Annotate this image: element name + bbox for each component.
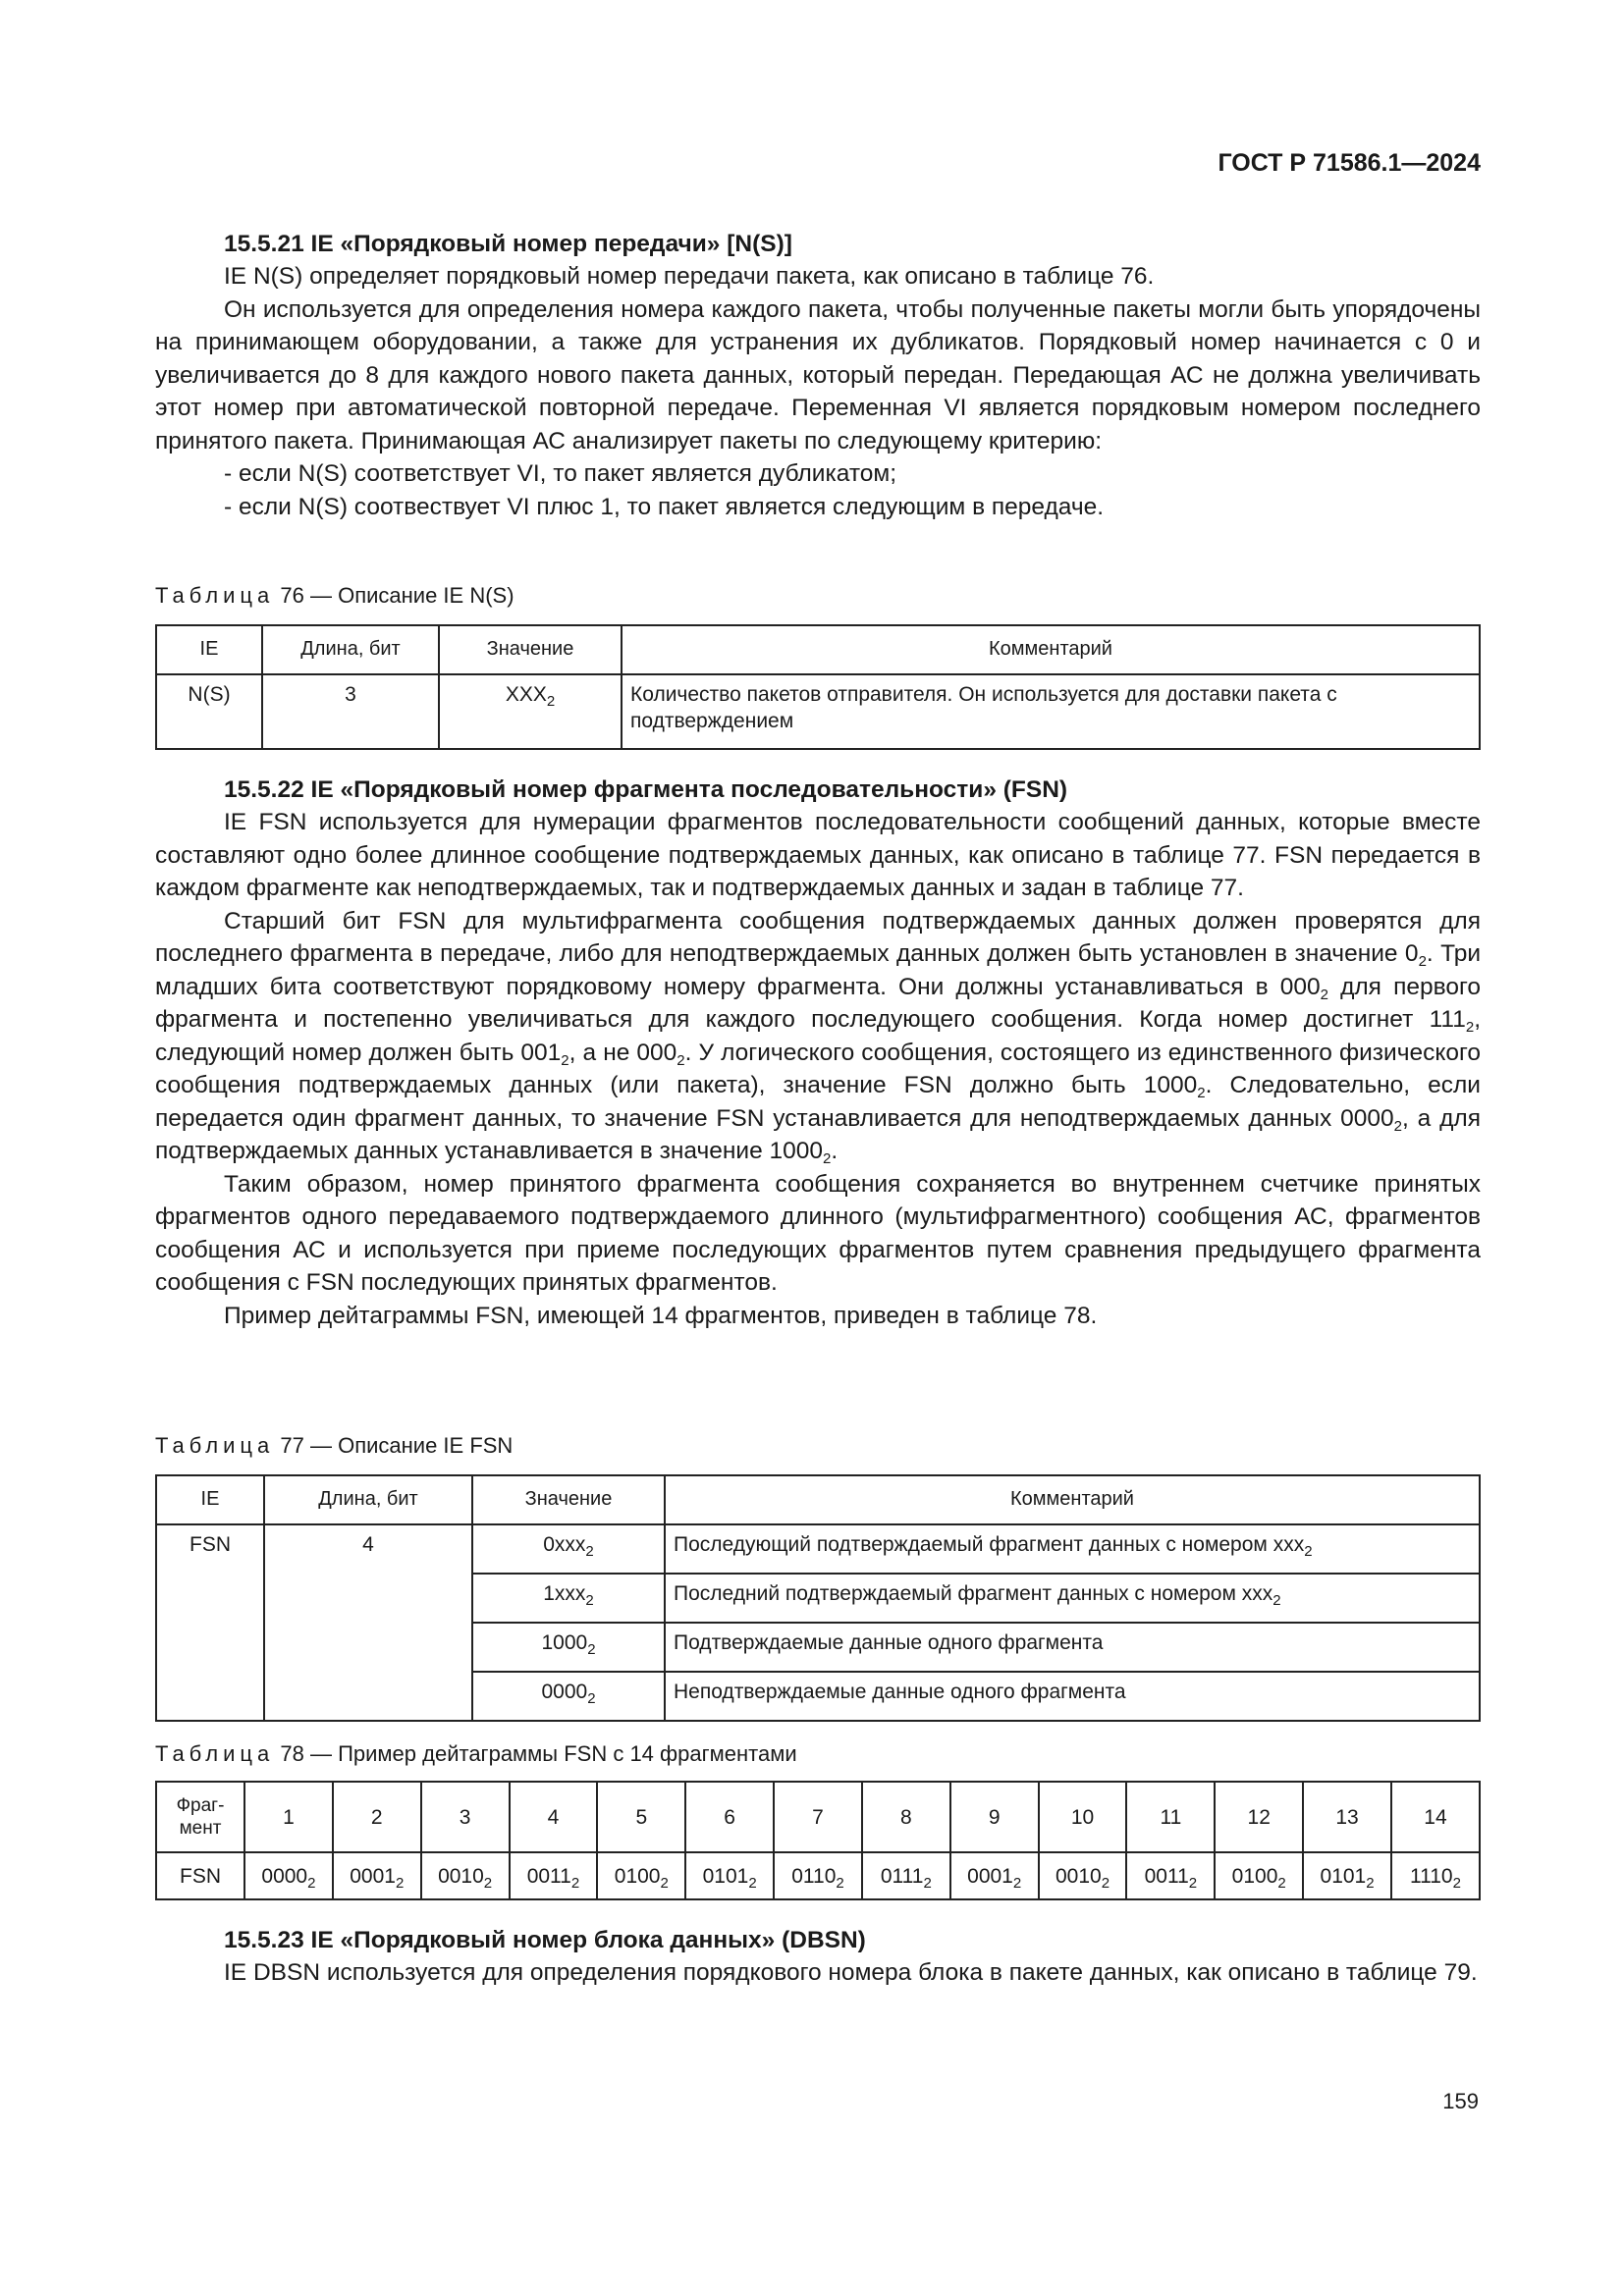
col-header-comment: Комментарий — [665, 1475, 1480, 1524]
table-77 — [155, 1474, 1481, 1722]
fragment-number-cell: 14 — [1391, 1782, 1480, 1852]
caption-text: 76 — Описание IE N(S) — [280, 583, 514, 608]
list-item: - если N(S) соотвествует VI плюс 1, то пакет является следующим в передаче. — [224, 493, 1105, 520]
fragment-number-cell: 12 — [1215, 1782, 1303, 1852]
fragment-number-cell: 2 — [333, 1782, 421, 1852]
fragment-number-cell: 6 — [685, 1782, 774, 1852]
col-header-length: Длина, бит — [264, 1475, 472, 1524]
cell-comment: Последний подтверждаемый фрагмент данных с номером xxx$_2$ — [665, 1574, 1480, 1623]
cell-value: $0000_2$ — [472, 1672, 665, 1721]
fragment-number-cell: 4 — [510, 1782, 598, 1852]
caption-label: Таблица — [155, 1741, 275, 1766]
table-78 — [155, 1781, 1481, 1900]
fsn-value-cell: $0011_2$ — [1126, 1852, 1215, 1899]
fsn-value-cell: $0100_2$ — [1215, 1852, 1303, 1899]
fragment-number-cell: 7 — [774, 1782, 862, 1852]
table-row — [156, 674, 1480, 749]
col-header-ie: IE — [156, 1475, 264, 1524]
fsn-value-cell: $0001_2$ — [333, 1852, 421, 1899]
fsn-value-cell: $0011_2$ — [510, 1852, 598, 1899]
fsn-value-cell: $0001_2$ — [950, 1852, 1039, 1899]
table-76-caption — [155, 579, 1481, 613]
cell-value: 0xxx$_2$ — [472, 1524, 665, 1574]
fragment-number-cell: 10 — [1039, 1782, 1127, 1852]
cell-length: 3 — [262, 674, 439, 749]
fragment-number-cell: 8 — [862, 1782, 950, 1852]
paragraph: IE N(S) определяет порядковый номер передачи пакета, как описано в таблице 76. — [224, 263, 1155, 290]
cell-value: 1xxx$_2$ — [472, 1574, 665, 1623]
paragraph: Он используется для определения номера каждого пакета, чтобы полученные пакеты могли быть упорядочены на принимающем оборудовании, а также для устранения их дубликатов. Порядковый номер начинается с 0 и увеличивается до 8 для каждого нового пакета данных, который передан. Передающая АС не должна увеличивать этот номер при автоматической повторной передаче. Переменная VI является порядковым номером последнего принятого пакета. Принимающая АС анализирует пакеты по следующему критерию: — [155, 295, 1481, 454]
section-title: 15.5.21 IE «Порядковый номер передачи» [N(S)] — [224, 231, 792, 257]
section-title: 15.5.22 IE «Порядковый номер фрагмента последовательности» (FSN) — [224, 776, 1068, 803]
fragment-number-cell: 9 — [950, 1782, 1039, 1852]
fsn-value-cell: $0100_2$ — [597, 1852, 685, 1899]
section-15-5-23 — [155, 1924, 1481, 1990]
fragment-number-cell: 13 — [1303, 1782, 1391, 1852]
paragraph: IE FSN используется для нумерации фрагментов последовательности сообщений данных, которые вместе составляют одно более длинное сообщение подтверждаемых данных, как описано в таблице 77. FSN передается в каждом фрагменте как неподтверждаемых, так и подтверждаемых данных и задан в таблице 77. — [155, 809, 1481, 901]
col-header-ie: IE — [156, 625, 262, 674]
cell-comment: Подтверждаемые данные одного фрагмента — [665, 1623, 1480, 1672]
cell-value: $1000_2$ — [472, 1623, 665, 1672]
col-header-value: Значение — [439, 625, 622, 674]
row-header-fsn: FSN — [156, 1852, 244, 1899]
row-header-fragment: Фраг-мент — [156, 1782, 244, 1852]
fragment-number-cell: 11 — [1126, 1782, 1215, 1852]
paragraph: IE DBSN используется для определения порядкового номера блока в пакете данных, как описано в таблице 79. — [224, 1959, 1478, 1986]
section-15-5-22 — [155, 774, 1481, 1332]
fsn-value-cell: $0000_2$ — [244, 1852, 333, 1899]
fragment-number-cell: 3 — [421, 1782, 510, 1852]
fsn-value-cell: $1110_2$ — [1391, 1852, 1480, 1899]
fragment-number-cell: 1 — [244, 1782, 333, 1852]
fsn-value-cell: $0110_2$ — [774, 1852, 862, 1899]
caption-text: 78 — Пример дейтаграммы FSN с 14 фрагментами — [280, 1741, 797, 1766]
cell-comment: Количество пакетов отправителя. Он используется для доставки пакета с подтверждением — [622, 674, 1480, 749]
paragraph: Таким образом, номер принятого фрагмента сообщения сохраняется во внутреннем счетчике принятых фрагментов одного передаваемого подтверждаемого длинного (мультифрагментного) сообщения АС, фрагментов сообщения АС и используется при приеме последующих фрагментов путем сравнения предыдущего фрагмента сообщения с FSN последующих принятых фрагментов. — [155, 1170, 1481, 1296]
cell-value: $XXX_2$ — [439, 674, 622, 749]
fragment-number-cell: 5 — [597, 1782, 685, 1852]
col-header-comment: Комментарий — [622, 625, 1480, 674]
caption-label: Таблица — [155, 1433, 275, 1458]
fsn-value-cell: $0010_2$ — [1039, 1852, 1127, 1899]
fsn-value-cell: $0111_2$ — [862, 1852, 950, 1899]
table-78-caption — [155, 1737, 1481, 1771]
fsn-value-cell: $0101_2$ — [685, 1852, 774, 1899]
paragraph: Старший бит FSN для мультифрагмента сообщения подтверждаемых данных должен проверятся для последнего фрагмента в передаче, либо для неподтверждаемых данных должен быть установлен в значение $0_2$. Три младших бита соответствуют порядковому номеру фрагмента. Они должны устанавливаться в $000_2$ для первого фрагмента и постепенно увеличиваться для каждого последующего сообщения. Когда номер достигнет $111_2$, следующий номер должен быть $001_2$, а не $000_2$. У логического сообщения, состоящего из единственного физического сообщения подтверждаемых данных (или пакета), значение FSN должно быть $1000_2$. Следовательно, если передается один фрагмент данных, то значение FSN устанавливается для неподтверждаемых данных $0000_2$, а для подтверждаемых данных устанавливается в значение $1000_2$. — [155, 907, 1481, 1167]
caption-text: 77 — Описание IE FSN — [280, 1433, 514, 1458]
section-title: 15.5.23 IE «Порядковый номер блока данных» (DBSN) — [224, 1927, 866, 1953]
table-77-caption — [155, 1429, 1481, 1463]
cell-ie: FSN — [156, 1524, 264, 1721]
cell-comment: Неподтверждаемые данные одного фрагмента — [665, 1672, 1480, 1721]
cell-comment: Последующий подтверждаемый фрагмент данных с номером xxx$_2$ — [665, 1524, 1480, 1574]
fsn-value-cell: $0101_2$ — [1303, 1852, 1391, 1899]
fsn-value-cell: $0010_2$ — [421, 1852, 510, 1899]
list-item: - если N(S) соответствует VI, то пакет является дубликатом; — [224, 460, 897, 487]
cell-length: 4 — [264, 1524, 472, 1721]
standard-number: ГОСТ Р 71586.1—2024 — [1218, 149, 1481, 177]
table-76 — [155, 624, 1481, 750]
table-row — [156, 1524, 1480, 1574]
page-number: 159 — [1442, 2089, 1479, 2113]
section-15-5-21 — [155, 228, 1481, 523]
caption-label: Таблица — [155, 583, 275, 608]
paragraph: Пример дейтаграммы FSN, имеющей 14 фрагментов, приведен в таблице 78. — [224, 1302, 1098, 1329]
col-header-value: Значение — [472, 1475, 665, 1524]
col-header-length: Длина, бит — [262, 625, 439, 674]
cell-ie: N(S) — [156, 674, 262, 749]
